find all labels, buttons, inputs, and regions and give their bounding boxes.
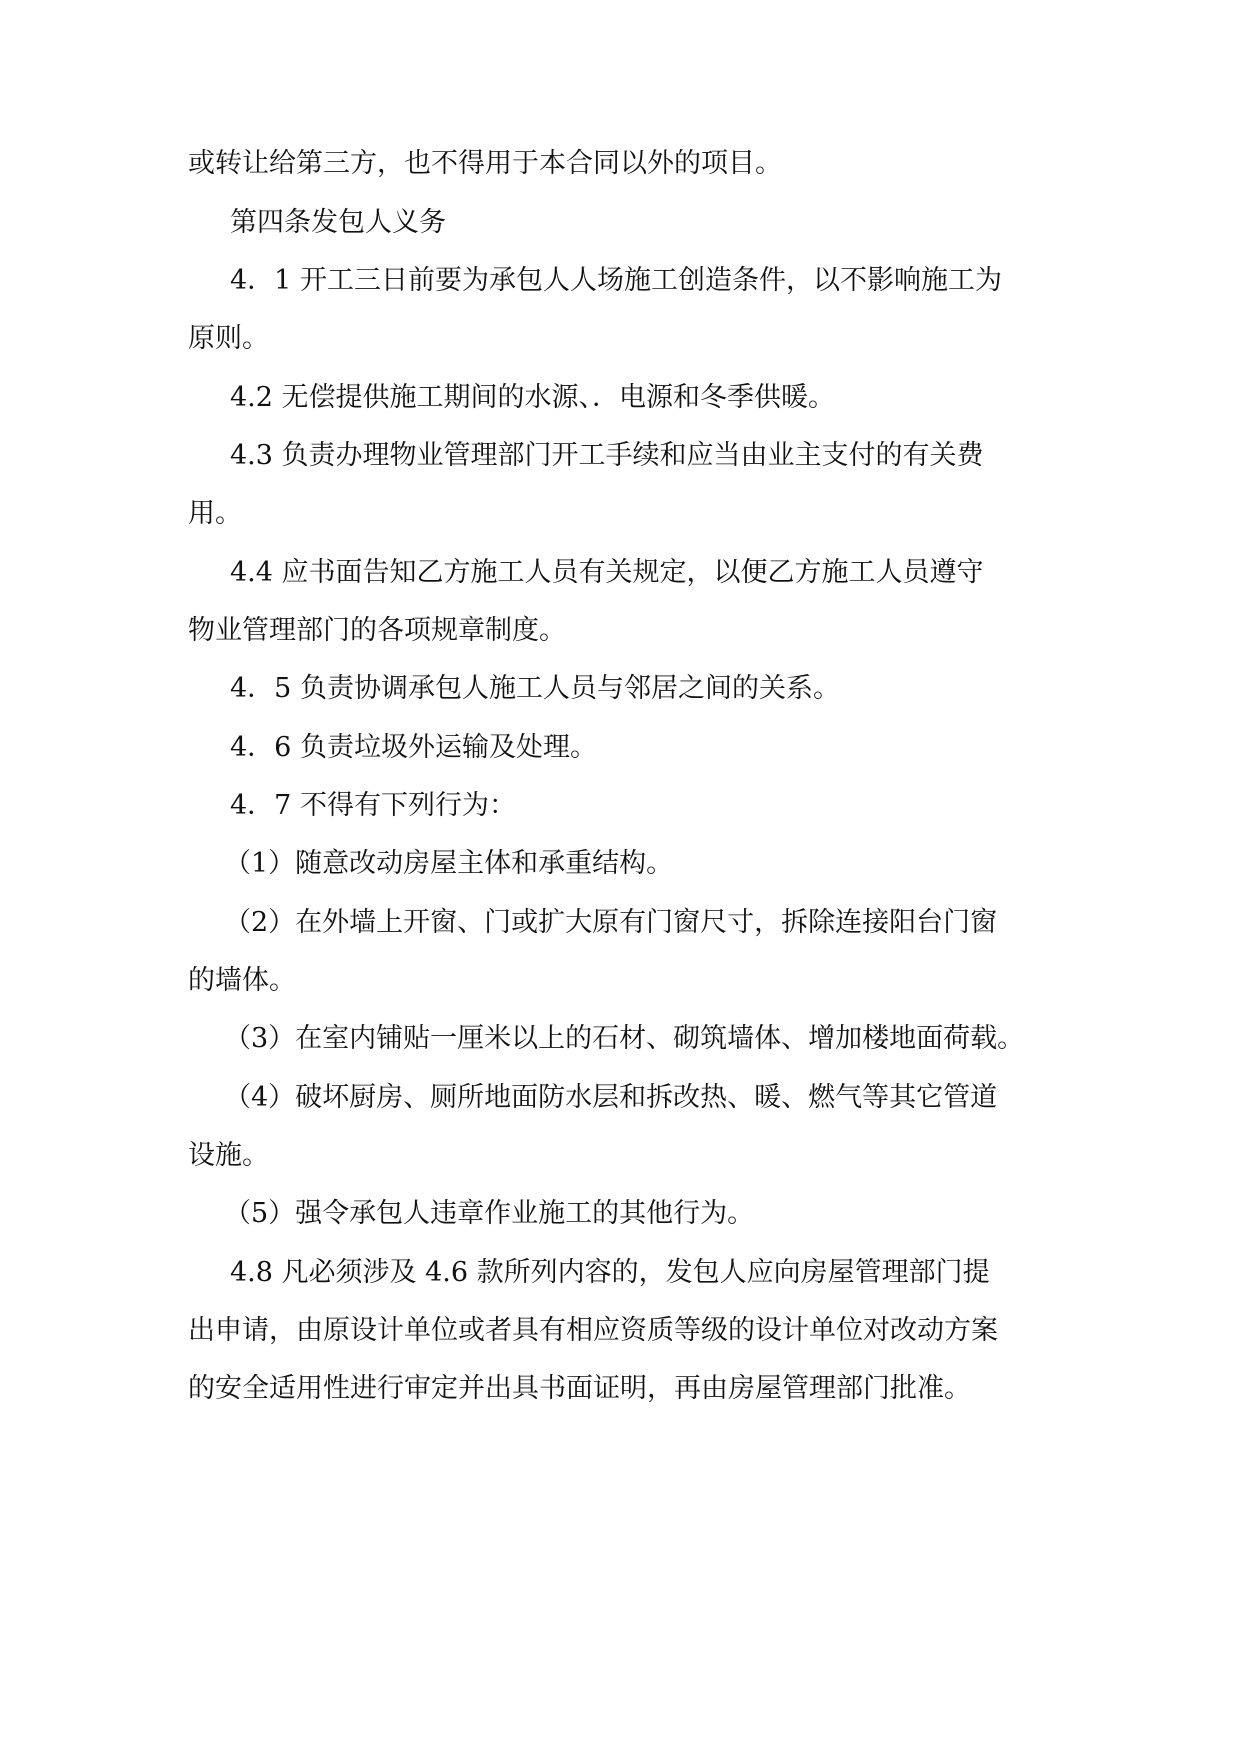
list-item: （1）随意改动房屋主体和承重结构。	[224, 848, 674, 879]
list-item: （2）在外墙上开窗、门或扩大原有门窗尺寸，拆除连接阳台门窗	[224, 907, 998, 938]
text-line: 设施。	[188, 1140, 269, 1171]
text-line: 用。	[188, 498, 242, 529]
text-line: 4．1 开工三日前要为承包人人场施工创造条件，以不影响施工为	[230, 265, 1002, 296]
text-line: 4.2 无偿提供施工期间的水源、．电源和冬季供暖。	[230, 382, 836, 413]
text-line: 4．6 负责垃圾外运输及处理。	[230, 732, 597, 763]
text-line: 的墙体。	[188, 965, 296, 996]
text-line: 4．5 负责协调承包人施工人员与邻居之间的关系。	[230, 673, 840, 704]
text-line: 4.8 凡必须涉及 4.6 款所列内容的，发包人应向房屋管理部门提	[230, 1257, 990, 1288]
list-item: （5）强令承包人违章作业施工的其他行为。	[224, 1198, 755, 1229]
text-line: 出申请，由原设计单位或者具有相应资质等级的设计单位对改动方案	[188, 1315, 998, 1346]
text-line: 4．7 不得有下列行为：	[230, 790, 516, 821]
text-line: 的安全适用性进行审定并出具书面证明，再由房屋管理部门批准。	[188, 1373, 971, 1404]
text-line: 物业管理部门的各项规章制度。	[188, 615, 566, 646]
text-line: 4.4 应书面告知乙方施工人员有关规定，以便乙方施工人员遵守	[230, 557, 984, 588]
section-heading: 第四条发包人义务	[230, 207, 446, 238]
list-item: （4）破坏厨房、厕所地面防水层和拆改热、暖、燃气等其它管道	[224, 1082, 998, 1113]
text-line: 原则。	[188, 323, 269, 354]
text-line: 或转让给第三方，也不得用于本合同以外的项目。	[188, 148, 782, 179]
text-line: 4.3 负责办理物业管理部门开工手续和应当由业主支付的有关费	[230, 440, 984, 471]
list-item: （3）在室内铺贴一厘米以上的石材、砌筑墙体、增加楼地面荷载。	[224, 1023, 1025, 1054]
